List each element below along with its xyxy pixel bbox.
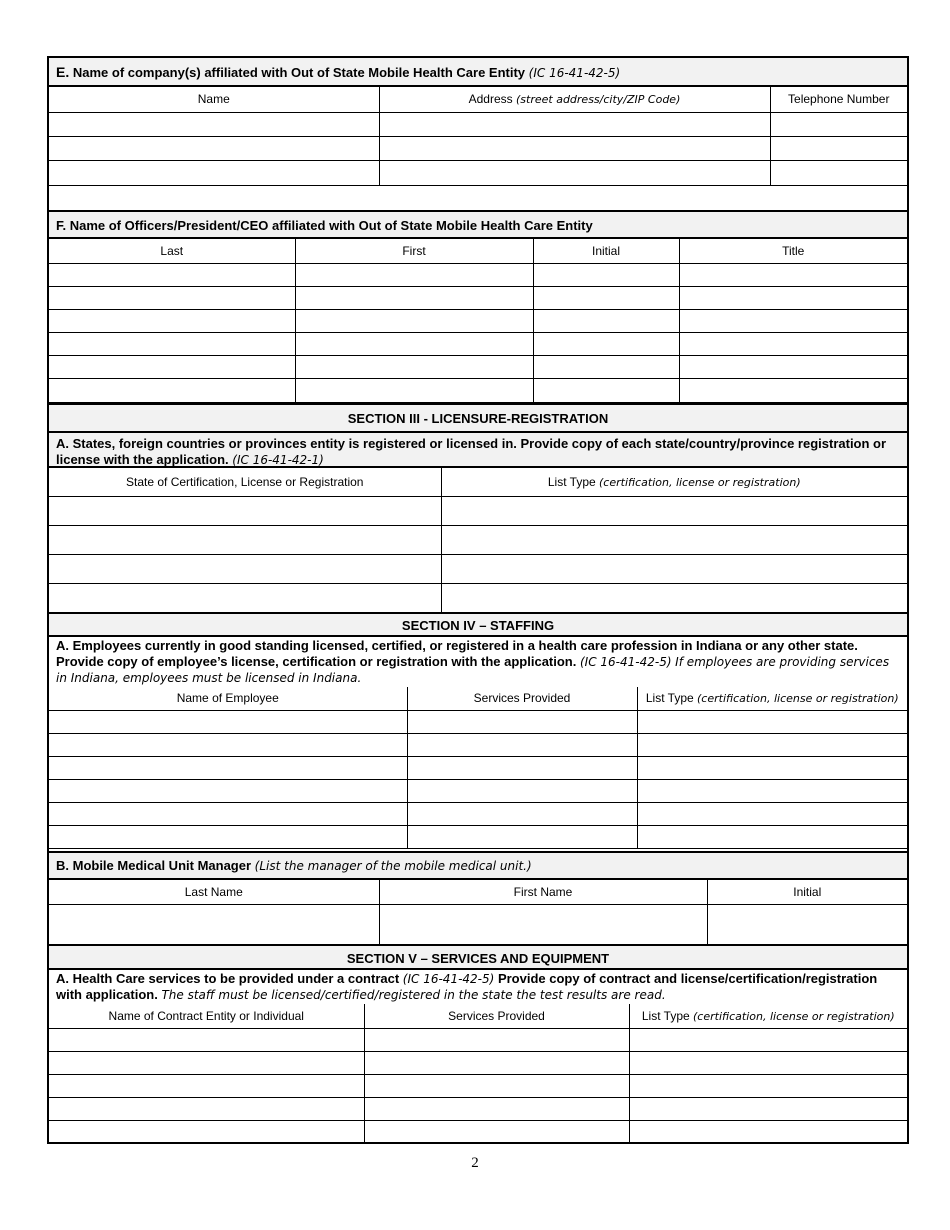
contract-list-type-field[interactable] (629, 1028, 907, 1051)
col-header-address: Address (street address/city/ZIP Code) (379, 87, 770, 112)
table-row (49, 378, 907, 402)
col-header-list-type: List Type (certification, license or registration) (637, 687, 907, 710)
section-iv-heading: SECTION IV – STAFFING (49, 612, 907, 637)
contract-services-field[interactable] (364, 1028, 629, 1051)
contract-list-type-field[interactable] (629, 1051, 907, 1074)
officer-title-field[interactable] (679, 309, 907, 332)
table-row (49, 733, 907, 756)
section-iv-b-table (49, 880, 907, 947)
contract-list-type-field[interactable] (629, 1074, 907, 1097)
section-e-letter: E. (56, 64, 70, 80)
col-header-contract-entity: Name of Contract Entity or Individual (49, 1004, 364, 1028)
list-type-field[interactable] (441, 583, 907, 612)
table-row (49, 1051, 907, 1074)
list-type-field[interactable] (441, 554, 907, 583)
table-row (49, 136, 907, 160)
contract-services-field[interactable] (364, 1097, 629, 1120)
table-row (49, 583, 907, 612)
contract-entity-field[interactable] (49, 1097, 364, 1120)
employee-list-type-field[interactable] (637, 756, 907, 779)
table-row (49, 779, 907, 802)
officer-initial-field[interactable] (533, 378, 679, 402)
col-header-list-type: List Type (certification, license or registration) (629, 1004, 907, 1028)
contract-services-field[interactable] (364, 1120, 629, 1142)
manager-first-name-field[interactable] (379, 904, 707, 946)
col-header-last-name: Last Name (49, 880, 379, 904)
section-f-header (49, 210, 907, 239)
officer-title-field[interactable] (679, 378, 907, 402)
section-v-heading: SECTION V – SERVICES AND EQUIPMENT (49, 944, 907, 970)
contract-list-type-field[interactable] (629, 1097, 907, 1120)
officer-title-field[interactable] (679, 355, 907, 378)
officer-last-field[interactable] (49, 286, 295, 309)
contract-entity-field[interactable] (49, 1028, 364, 1051)
col-header-first: First (295, 239, 533, 263)
col-header-title: Title (679, 239, 907, 263)
officer-first-field[interactable] (295, 332, 533, 355)
officer-title-field[interactable] (679, 332, 907, 355)
officer-first-field[interactable] (295, 286, 533, 309)
officer-initial-field[interactable] (533, 332, 679, 355)
employee-services-field[interactable] (407, 779, 637, 802)
col-header-services: Services Provided (407, 687, 637, 710)
employee-list-type-field[interactable] (637, 825, 907, 848)
contract-services-field[interactable] (364, 1051, 629, 1074)
officer-last-field[interactable] (49, 355, 295, 378)
section-f-table (49, 239, 907, 403)
employee-list-type-field[interactable] (637, 779, 907, 802)
section-f-title: F. Name of Officers/President/CEO affiliated with Out of State Mobile Health Care Entity (56, 218, 593, 233)
col-header-initial: Initial (533, 239, 679, 263)
officer-first-field[interactable] (295, 355, 533, 378)
table-row (49, 756, 907, 779)
employee-services-field[interactable] (407, 733, 637, 756)
section-iv-a-table (49, 687, 907, 849)
state-field[interactable] (49, 496, 441, 525)
col-header-initial: Initial (707, 880, 907, 904)
employee-list-type-field[interactable] (637, 733, 907, 756)
company-phone-field[interactable] (770, 136, 907, 160)
officer-initial-field[interactable] (533, 355, 679, 378)
contract-list-type-field[interactable] (629, 1120, 907, 1142)
company-name-field[interactable] (49, 112, 379, 136)
contract-entity-field[interactable] (49, 1051, 364, 1074)
employee-list-type-field[interactable] (637, 710, 907, 733)
company-address-field[interactable] (379, 136, 770, 160)
section-e-cite: (IC 16-41-42-5) (528, 66, 621, 80)
manager-last-name-field[interactable] (49, 904, 379, 946)
officer-title-field[interactable] (679, 286, 907, 309)
company-address-field[interactable] (379, 160, 770, 185)
table-row (49, 710, 907, 733)
col-header-name: Name (49, 87, 379, 112)
officer-initial-field[interactable] (533, 263, 679, 286)
section-v-a-header: A. Health Care services to be provided under a contract (IC 16-41-42-5) Provide copy of contract and license/certification/registration with application. The staff must be licensed/certified/registered in the state the test results are read. (56, 971, 878, 1002)
officer-first-field[interactable] (295, 263, 533, 286)
employee-name-field[interactable] (49, 756, 407, 779)
contract-entity-field[interactable] (49, 1120, 364, 1142)
table-row (49, 525, 907, 554)
section-iv-b-header: B. Mobile Medical Unit Manager (List the manager of the mobile medical unit.) (49, 851, 907, 880)
employee-services-field[interactable] (407, 710, 637, 733)
state-field[interactable] (49, 525, 441, 554)
table-row (49, 496, 907, 525)
employee-name-field[interactable] (49, 779, 407, 802)
employee-name-field[interactable] (49, 825, 407, 848)
company-name-field[interactable] (49, 160, 379, 185)
contract-services-field[interactable] (364, 1074, 629, 1097)
section-e-table (49, 87, 907, 186)
table-row (49, 904, 907, 946)
officer-title-field[interactable] (679, 263, 907, 286)
employee-name-field[interactable] (49, 710, 407, 733)
employee-services-field[interactable] (407, 802, 637, 825)
officer-first-field[interactable] (295, 309, 533, 332)
manager-initial-field[interactable] (707, 904, 907, 946)
section-iii-table (49, 468, 907, 613)
application-form (47, 56, 909, 1144)
officer-last-field[interactable] (49, 378, 295, 402)
section-v-table (49, 1004, 907, 1143)
employee-name-field[interactable] (49, 802, 407, 825)
employee-services-field[interactable] (407, 825, 637, 848)
table-row (49, 112, 907, 136)
employee-name-field[interactable] (49, 733, 407, 756)
list-type-field[interactable] (441, 496, 907, 525)
company-phone-field[interactable] (770, 112, 907, 136)
officer-initial-field[interactable] (533, 309, 679, 332)
officer-initial-field[interactable] (533, 286, 679, 309)
officer-first-field[interactable] (295, 378, 533, 402)
table-row (49, 1097, 907, 1120)
list-type-field[interactable] (441, 525, 907, 554)
section-iii-heading: SECTION III - LICENSURE-REGISTRATION (49, 403, 907, 433)
table-row (49, 825, 907, 848)
company-address-field[interactable] (379, 112, 770, 136)
table-row (49, 263, 907, 286)
company-phone-field[interactable] (770, 160, 907, 185)
table-row (49, 160, 907, 185)
col-header-telephone: Telephone Number (770, 87, 907, 112)
page-number: 2 (471, 1155, 479, 1171)
table-row (49, 286, 907, 309)
officer-last-field[interactable] (49, 309, 295, 332)
col-header-first-name: First Name (379, 880, 707, 904)
company-name-field[interactable] (49, 136, 379, 160)
col-header-services: Services Provided (364, 1004, 629, 1028)
state-field[interactable] (49, 583, 441, 612)
section-e-title: Name of company(s) affiliated with Out of State Mobile Health Care Entity (72, 65, 526, 80)
table-row (49, 332, 907, 355)
table-row (49, 802, 907, 825)
employee-services-field[interactable] (407, 756, 637, 779)
state-field[interactable] (49, 554, 441, 583)
table-row (49, 1120, 907, 1142)
col-header-employee: Name of Employee (49, 687, 407, 710)
contract-entity-field[interactable] (49, 1074, 364, 1097)
officer-last-field[interactable] (49, 263, 295, 286)
col-header-state: State of Certification, License or Registration (49, 468, 441, 496)
col-header-list-type: List Type (certification, license or registration) (441, 468, 907, 496)
table-row (49, 554, 907, 583)
section-iv-a-header: A. Employees currently in good standing licensed, certified, or registered in a health care profession in Indiana or any other state. Provide copy of employee’s license, certification or registration with the application. (IC 16-41-42-5) If employees are providing services in Indiana, employees must be licensed in Indiana. (56, 638, 890, 685)
table-row (49, 355, 907, 378)
col-header-last: Last (49, 239, 295, 263)
section-iii-a-header: A. States, foreign countries or provinces entity is registered or licensed in. Provide copy of each state/country/province registration or license with the application. (IC 16-41-42-1) (49, 433, 907, 468)
employee-list-type-field[interactable] (637, 802, 907, 825)
table-row (49, 1074, 907, 1097)
table-row (49, 1028, 907, 1051)
officer-last-field[interactable] (49, 332, 295, 355)
section-e-header (49, 58, 907, 87)
table-row (49, 309, 907, 332)
